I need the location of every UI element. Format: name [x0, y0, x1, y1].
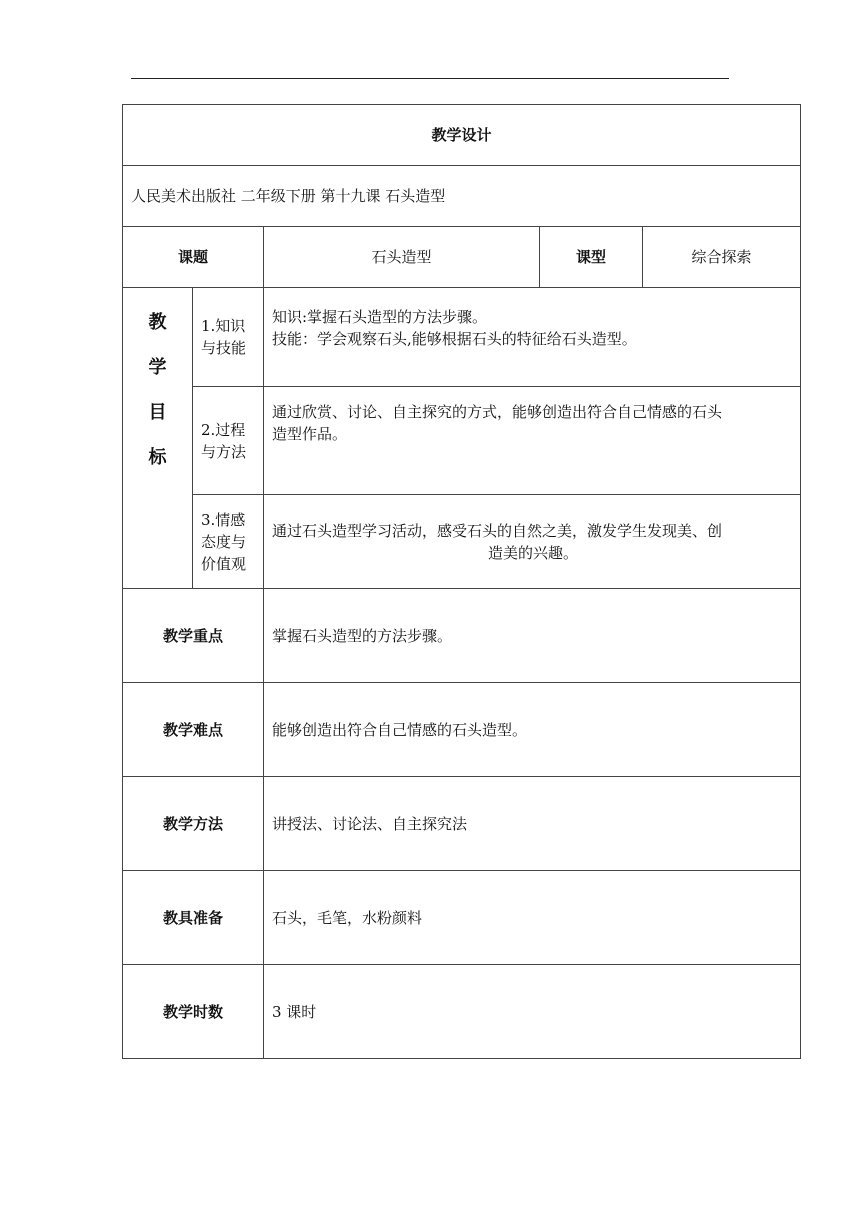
- topic-row: [123, 227, 801, 288]
- goal-text-line: 技能：学会观察石头,能够根据石头的特征给石头造型。: [272, 330, 637, 348]
- goal-text-knowledge: [264, 288, 801, 387]
- goals-label: [123, 288, 193, 589]
- header-rule: [131, 78, 729, 79]
- goal-label-line: 与方法: [201, 442, 247, 461]
- goal-label-line: 2.过程: [201, 420, 246, 439]
- goals-label-char: 标: [148, 447, 167, 468]
- key-points-label: 教学重点: [123, 589, 264, 683]
- goal-label-line: 价值观: [201, 554, 247, 573]
- goal-text-line: 通过欣赏、讨论、自主探究的方式，能够创造出符合自己情感的石头: [272, 403, 723, 421]
- goal-label-knowledge: [193, 288, 264, 387]
- goal-label-line: 与技能: [201, 339, 247, 357]
- page-title: 教学设计: [123, 105, 801, 166]
- key-points-value: 掌握石头造型的方法步骤。: [264, 589, 801, 683]
- title-row: [123, 105, 801, 166]
- row-key-points: [123, 589, 801, 683]
- goal-row-knowledge: [123, 288, 801, 387]
- row-materials: [123, 871, 801, 965]
- periods-value: 3 课时: [264, 965, 801, 1059]
- source-row: [123, 166, 801, 227]
- goals-label-char: 教: [148, 312, 167, 333]
- goal-label-attitude: [193, 495, 264, 589]
- goal-text-line: 知识:掌握石头造型的方法步骤。: [272, 308, 488, 326]
- type-label: 课型: [540, 227, 643, 288]
- source-line: 人民美术出版社 二年级下册 第十九课 石头造型: [123, 166, 801, 227]
- goal-text-attitude: [264, 495, 801, 589]
- methods-label: 教学方法: [123, 777, 264, 871]
- methods-value: 讲授法、讨论法、自主探究法: [264, 777, 801, 871]
- row-methods: [123, 777, 801, 871]
- goal-label-line: 3.情感: [201, 510, 246, 529]
- difficulties-value: 能够创造出符合自己情感的石头造型。: [264, 683, 801, 777]
- materials-label: 教具准备: [123, 871, 264, 965]
- topic-value: 石头造型: [264, 227, 540, 288]
- row-difficulties: [123, 683, 801, 777]
- goals-label-char: 目: [148, 402, 167, 423]
- goal-text-line: 造型作品。: [272, 425, 348, 443]
- goal-label-line: 态度与: [201, 532, 247, 551]
- goal-text-process: [264, 387, 801, 495]
- goal-text-line: 通过石头造型学习活动，感受石头的自然之美，激发学生发现美、创: [272, 521, 723, 540]
- goals-label-char: 学: [148, 357, 167, 378]
- goal-label-line: 1.知识: [201, 317, 246, 335]
- type-value: 综合探索: [643, 227, 801, 288]
- goal-label-process: [193, 387, 264, 495]
- goal-row-process: [123, 387, 801, 495]
- topic-label: 课题: [123, 227, 264, 288]
- goal-row-attitude: [123, 495, 801, 589]
- lesson-plan-table: [122, 104, 801, 1059]
- materials-value: 石头，毛笔，水粉颜料: [264, 871, 801, 965]
- row-periods: [123, 965, 801, 1059]
- goal-text-line: 造美的兴趣。: [487, 543, 578, 562]
- difficulties-label: 教学难点: [123, 683, 264, 777]
- periods-label: 教学时数: [123, 965, 264, 1059]
